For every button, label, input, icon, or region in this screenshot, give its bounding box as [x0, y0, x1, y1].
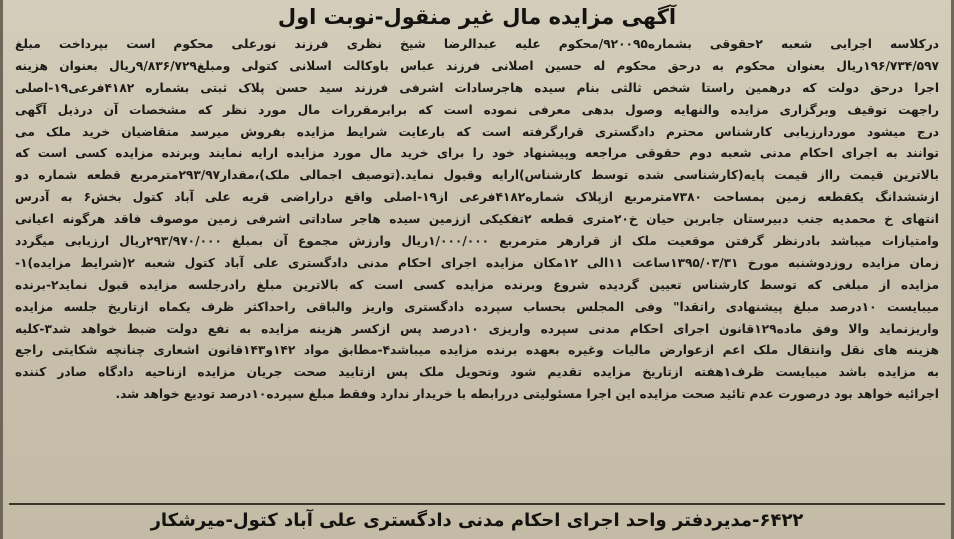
body-line: میبایست ۱۰درصد مبلغ پیشنهادی راتقدا" وفی المجلس بحساب سپرده دادگستری واریز والباقی راحداکثر ظرف یکماه ازتاریخ جلسه مزایده [15, 299, 939, 314]
body-line: وامتیازات میباشد بادرنظر گرفتن موقعیت ملک از قرارهر مترمربع ۱/۰۰۰/۰۰۰ریال وارزش مجموع آن بمبلغ ۲۹۳/۹۷۰/۰۰۰ریال ارزیابی میگردد [15, 234, 939, 249]
body-line: اجرا درحق دولت که درهمین راستا شخص ثالثی بنام سیده هاجرسادات اشرفی فرزند سید حسن پلاک ثبتی بشماره ۴۱۸۲فرعی۱۹-اصلی [15, 80, 939, 95]
body-line: درج میشود موردارزیابی کارشناس محترم دادگستری قرارگرفته است که بارعایت شرایط مزایده بفروش میرسد متقاضیان خرید ملک می [15, 124, 939, 139]
body-line: ۱۹۶/۷۳۴/۵۹۷ریال بعنوان محکوم به درحق محکوم له حسین اصلانی فرزند عباس باوکالت اسلانی کتولی ومبلغ۹/۸۳۶/۷۲۹ریال بعنوان هزینه [15, 58, 939, 73]
body-line: واریزنماید والا وفق ماده۱۲۹قانون اجرای احکام مدنی سپرده واریزی ۱۰درصد پس ازکسر هزینه مزایده به نفع دولت ضبط خواهد شد۳-کلیه [15, 321, 939, 336]
body-line: به مزایده باشد میبایست ظرف۱هفته ازتاریخ مزایده تقدیم شود وتحویل ملک پس ازتایید صحت جریان مزایده ازناحیه دادگاه صادر کننده [15, 365, 939, 380]
body-line: ازششدانگ یکقطعه زمین بمساحت ۷۳۸۰مترمربع ازپلاک شماره۴۱۸۲فرعی از۱۹-اصلی واقع دراراضی قریه علی آباد کتول بخش۶ به آدرس [15, 190, 939, 205]
notice-footer: ۶۴۲۲-مدیردفتر واحد اجرای احکام مدنی دادگستری علی آباد کتول-میرشکار [150, 510, 804, 531]
body-line: درکلاسه اجرایی شعبه ۲حقوقی بشماره۹۲۰۰۹۵/محکوم علیه عبدالرضا شیخ نظری فرزند نورعلی محکوم است بپرداخت مبلغ [15, 37, 939, 51]
body-line: مزایده از مبلغی که توسط کارشناس تعیین گردیده شروع وبرنده مزایده کسی است که بالاترین مبلغ رادرجلسه مزایده قبول نماید۲-برنده [15, 277, 939, 292]
body-line: انتهای خ محمدیه جنب دبیرستان جابربن حیان خ۲۰متری قطعه ۲تفکیکی اززمین سیده هاجر ساداتی اشرفی زمین موصوف فاقد هرگونه اعیانی [15, 212, 939, 227]
body-line: توانند به اجرای احکام مدنی شعبه دوم حقوقی مراجعه وپیشنهاد خود را برای خرید مال مورد مزایده ارایه نمایند وبرنده مزایده کسی است که [15, 146, 939, 161]
body-line: راجهت توقیف وبرگزاری مزایده والنهایه وصول بدهی معرفی نموده است که برابرمقررات مال مورد نظر که مشخصات آن درذیل آگهی [15, 102, 939, 117]
notice-body [15, 34, 939, 494]
body-line: زمان مزایده روزدوشنبه مورخ ۱۳۹۵/۰۳/۳۱ساعت ۱۱الی ۱۲مکان مزایده اجرای احکام مدنی دادگستری علی آباد کتول شعبه ۲(شرایط مزایده)۱- [15, 255, 939, 270]
notice-title: آگهی مزایده مال غیر منقول-نوبت اول [277, 5, 677, 29]
body-line: بالاترین قیمت رااز قیمت پایه(کارشناسی شده توسط کارشناس)ارایه وقبول نماید.(توصیف اجمالی ملک)،مقدار۲۹۳/۹۷مترمربع قطعه شماره دو [15, 168, 939, 183]
body-line: هزینه های نقل وانتقال ملک اعم ازعوارض مالیات وغیره بعهده برنده مزایده میباشد۴-مطابق مواد ۱۴۲و۱۴۳قانون اشعاری چنانچه شکایتی راجع [15, 343, 939, 358]
body-line: اجرائیه خواهد بود درصورت عدم تائید صحت مزایده این اجرا مسئولیتی دررابطه با خریدار ندارد وفقط مبلغ سپرده۱۰درصد تودیع خواهد شد. [115, 387, 939, 402]
